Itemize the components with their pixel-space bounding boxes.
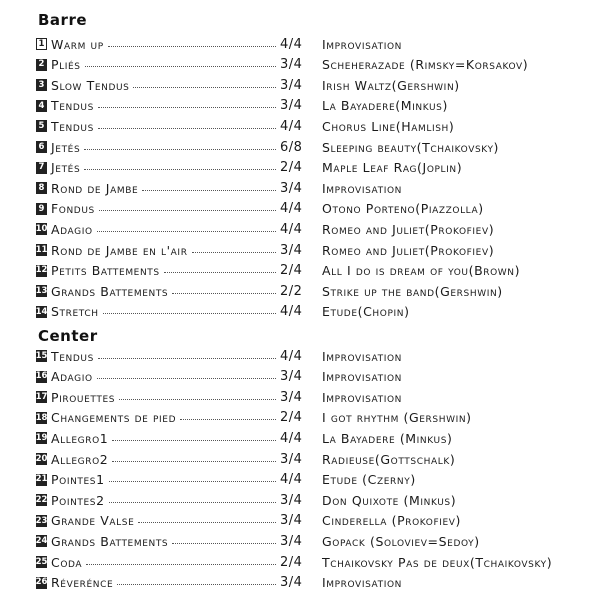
time-signature: 3/4 xyxy=(280,533,303,549)
music-title: Maple Leaf Rag(Joplin) xyxy=(322,160,463,176)
dot-leader xyxy=(99,210,276,211)
track-number-badge: 23 xyxy=(35,515,48,526)
time-signature: 2/4 xyxy=(280,263,303,279)
track-row xyxy=(36,35,596,53)
track-row xyxy=(36,200,596,218)
exercise-name: Allegro1 xyxy=(51,430,109,446)
dot-leader xyxy=(172,293,276,294)
track-number-badge: 14 xyxy=(35,306,48,317)
exercise-name: Pointes2 xyxy=(51,492,105,508)
music-title: Improvisation xyxy=(322,36,402,52)
time-signature: 6/8 xyxy=(280,139,303,155)
track-row xyxy=(36,159,596,177)
music-title: I got rhythm (Gershwin) xyxy=(322,410,472,426)
exercise-name: Tendus xyxy=(51,98,94,114)
dot-leader xyxy=(112,461,276,462)
music-title: All I do is dream of you(Brown) xyxy=(322,263,521,279)
time-signature: 4/4 xyxy=(280,348,303,364)
track-row xyxy=(36,241,596,259)
exercise-name: Adagio xyxy=(51,369,93,385)
time-signature: 4/4 xyxy=(280,472,303,488)
dot-leader xyxy=(109,502,276,503)
track-number-badge: 16 xyxy=(35,371,48,382)
exercise-name: Warm up xyxy=(51,36,104,52)
time-signature: 4/4 xyxy=(280,304,303,320)
track-row xyxy=(36,574,596,592)
track-row xyxy=(36,512,596,530)
time-signature: 3/4 xyxy=(280,369,303,385)
track-row xyxy=(36,471,596,489)
track-row xyxy=(36,282,596,300)
music-title: Etude(Chopin) xyxy=(322,304,410,320)
dot-leader xyxy=(97,231,276,232)
exercise-name: Rond de Jambe xyxy=(51,180,139,196)
dot-leader xyxy=(133,87,276,88)
track-row xyxy=(36,117,596,135)
dot-leader xyxy=(109,481,276,482)
exercise-name: Stretch xyxy=(51,304,99,320)
music-title: Radieuse(Gottschalk) xyxy=(322,451,456,467)
time-signature: 3/4 xyxy=(280,57,303,73)
track-number-badge: 18 xyxy=(35,412,48,423)
track-row xyxy=(36,450,596,468)
exercise-name: Coda xyxy=(51,554,83,570)
music-title: Chorus Line(Hamlish) xyxy=(322,118,455,134)
music-title: Romeo and Juliet(Prokofiev) xyxy=(322,221,495,237)
dot-leader xyxy=(103,313,276,314)
track-number-badge: 7 xyxy=(36,162,47,174)
track-row xyxy=(36,138,596,156)
track-row xyxy=(36,368,596,386)
track-number-badge: 10 xyxy=(35,224,48,235)
dot-leader xyxy=(97,378,276,379)
time-signature: 3/4 xyxy=(280,389,303,405)
time-signature: 4/4 xyxy=(280,36,303,52)
track-number-badge: 20 xyxy=(35,453,48,464)
music-title: Irish Waltz(Gershwin) xyxy=(322,77,460,93)
time-signature: 2/4 xyxy=(280,160,303,176)
music-title: Scheherazade (Rimsky=Korsakov) xyxy=(322,57,529,73)
exercise-name: Slow Tendus xyxy=(51,77,130,93)
track-row xyxy=(36,532,596,550)
dot-leader xyxy=(86,564,276,565)
exercise-name: Tendus xyxy=(51,348,94,364)
track-number-badge: 5 xyxy=(36,120,47,132)
exercise-name: Grande Valse xyxy=(51,513,135,529)
music-title: Improvisation xyxy=(322,348,402,364)
track-row xyxy=(36,76,596,94)
time-signature: 3/4 xyxy=(280,180,303,196)
track-number-badge: 15 xyxy=(35,350,48,361)
time-signature: 2/4 xyxy=(280,410,303,426)
dot-leader xyxy=(180,419,276,420)
music-title: Sleeping beauty(Tchaikovsky) xyxy=(322,139,500,155)
music-title: Improvisation xyxy=(322,575,402,591)
track-number-badge: 17 xyxy=(35,391,48,402)
time-signature: 3/4 xyxy=(280,98,303,114)
dot-leader xyxy=(164,272,276,273)
exercise-name: Pirouettes xyxy=(51,389,116,405)
track-row xyxy=(36,388,596,406)
exercise-name: Pointes1 xyxy=(51,472,105,488)
music-title: Tchaikovsky Pas de deux(Tchaikovsky) xyxy=(322,554,553,570)
exercise-name: Grands Battements xyxy=(51,283,169,299)
music-title: Improvisation xyxy=(322,369,402,385)
dot-leader xyxy=(117,584,276,585)
time-signature: 4/4 xyxy=(280,430,303,446)
dot-leader xyxy=(84,149,276,150)
music-title: Etude (Czerny) xyxy=(322,472,416,488)
track-row xyxy=(36,553,596,571)
time-signature: 3/4 xyxy=(280,575,303,591)
exercise-name: Jetés xyxy=(51,139,81,155)
music-title: Improvisation xyxy=(322,389,402,405)
time-signature: 3/4 xyxy=(280,77,303,93)
track-number-badge: 9 xyxy=(36,203,47,215)
time-signature: 3/4 xyxy=(280,242,303,258)
dot-leader xyxy=(98,107,276,108)
track-row xyxy=(36,220,596,238)
music-title: La Bayadere(Minkus) xyxy=(322,98,448,114)
track-number-badge: 13 xyxy=(35,285,48,296)
dot-leader xyxy=(192,252,276,253)
time-signature: 3/4 xyxy=(280,492,303,508)
section-title-center: Center xyxy=(38,327,98,345)
track-number-badge: 8 xyxy=(36,182,47,194)
track-number-badge: 11 xyxy=(35,244,48,255)
time-signature: 4/4 xyxy=(280,201,303,217)
track-number-badge: 1 xyxy=(36,38,47,50)
music-title: Otono Porteno(Piazzolla) xyxy=(322,201,484,217)
exercise-name: Petits Battements xyxy=(51,263,160,279)
music-title: Don Quixote (Minkus) xyxy=(322,492,457,508)
track-row xyxy=(36,97,596,115)
time-signature: 4/4 xyxy=(280,221,303,237)
track-number-badge: 12 xyxy=(35,265,48,276)
dot-leader xyxy=(119,399,276,400)
dot-leader xyxy=(98,128,276,129)
exercise-name: Allegro2 xyxy=(51,451,109,467)
dot-leader xyxy=(108,46,276,47)
exercise-name: Pliés xyxy=(51,57,81,73)
track-row xyxy=(36,491,596,509)
track-number-badge: 26 xyxy=(35,577,48,588)
music-title: Strike up the band(Gershwin) xyxy=(322,283,503,299)
track-number-badge: 4 xyxy=(36,100,47,112)
track-row xyxy=(36,262,596,280)
dot-leader xyxy=(112,440,276,441)
music-title: Cinderella (Prokofiev) xyxy=(322,513,462,529)
track-number-badge: 21 xyxy=(35,474,48,485)
track-row xyxy=(36,429,596,447)
track-row xyxy=(36,179,596,197)
exercise-name: Grands Battements xyxy=(51,533,169,549)
time-signature: 3/4 xyxy=(280,451,303,467)
music-title: Improvisation xyxy=(322,180,402,196)
time-signature: 2/4 xyxy=(280,554,303,570)
track-number-badge: 24 xyxy=(35,536,48,547)
exercise-name: Réverénce xyxy=(51,575,114,591)
dot-leader xyxy=(172,543,276,544)
music-title: Romeo and Juliet(Prokofiev) xyxy=(322,242,495,258)
exercise-name: Adagio xyxy=(51,221,93,237)
track-number-badge: 3 xyxy=(36,79,47,91)
music-title: La Bayadere (Minkus) xyxy=(322,430,453,446)
time-signature: 3/4 xyxy=(280,513,303,529)
exercise-name: Fondus xyxy=(51,201,95,217)
exercise-name: Changements de pied xyxy=(51,410,177,426)
time-signature: 4/4 xyxy=(280,118,303,134)
exercise-name: Jetés xyxy=(51,160,81,176)
track-row xyxy=(36,347,596,365)
track-row xyxy=(36,56,596,74)
time-signature: 2/2 xyxy=(280,283,303,299)
exercise-name: Rond de Jambe en l'air xyxy=(51,242,188,258)
track-row xyxy=(36,409,596,427)
track-row xyxy=(36,303,596,321)
dot-leader xyxy=(98,358,276,359)
section-title-barre: Barre xyxy=(38,11,88,29)
dot-leader xyxy=(142,190,276,191)
track-number-badge: 2 xyxy=(36,59,47,71)
dot-leader xyxy=(84,169,276,170)
music-title: Gopack (Soloviev=Sedoy) xyxy=(322,533,480,549)
dot-leader xyxy=(85,66,276,67)
exercise-name: Tendus xyxy=(51,118,94,134)
track-number-badge: 19 xyxy=(35,433,48,444)
track-number-badge: 6 xyxy=(36,141,47,153)
track-number-badge: 22 xyxy=(35,494,48,505)
dot-leader xyxy=(138,522,276,523)
track-number-badge: 25 xyxy=(35,556,48,567)
